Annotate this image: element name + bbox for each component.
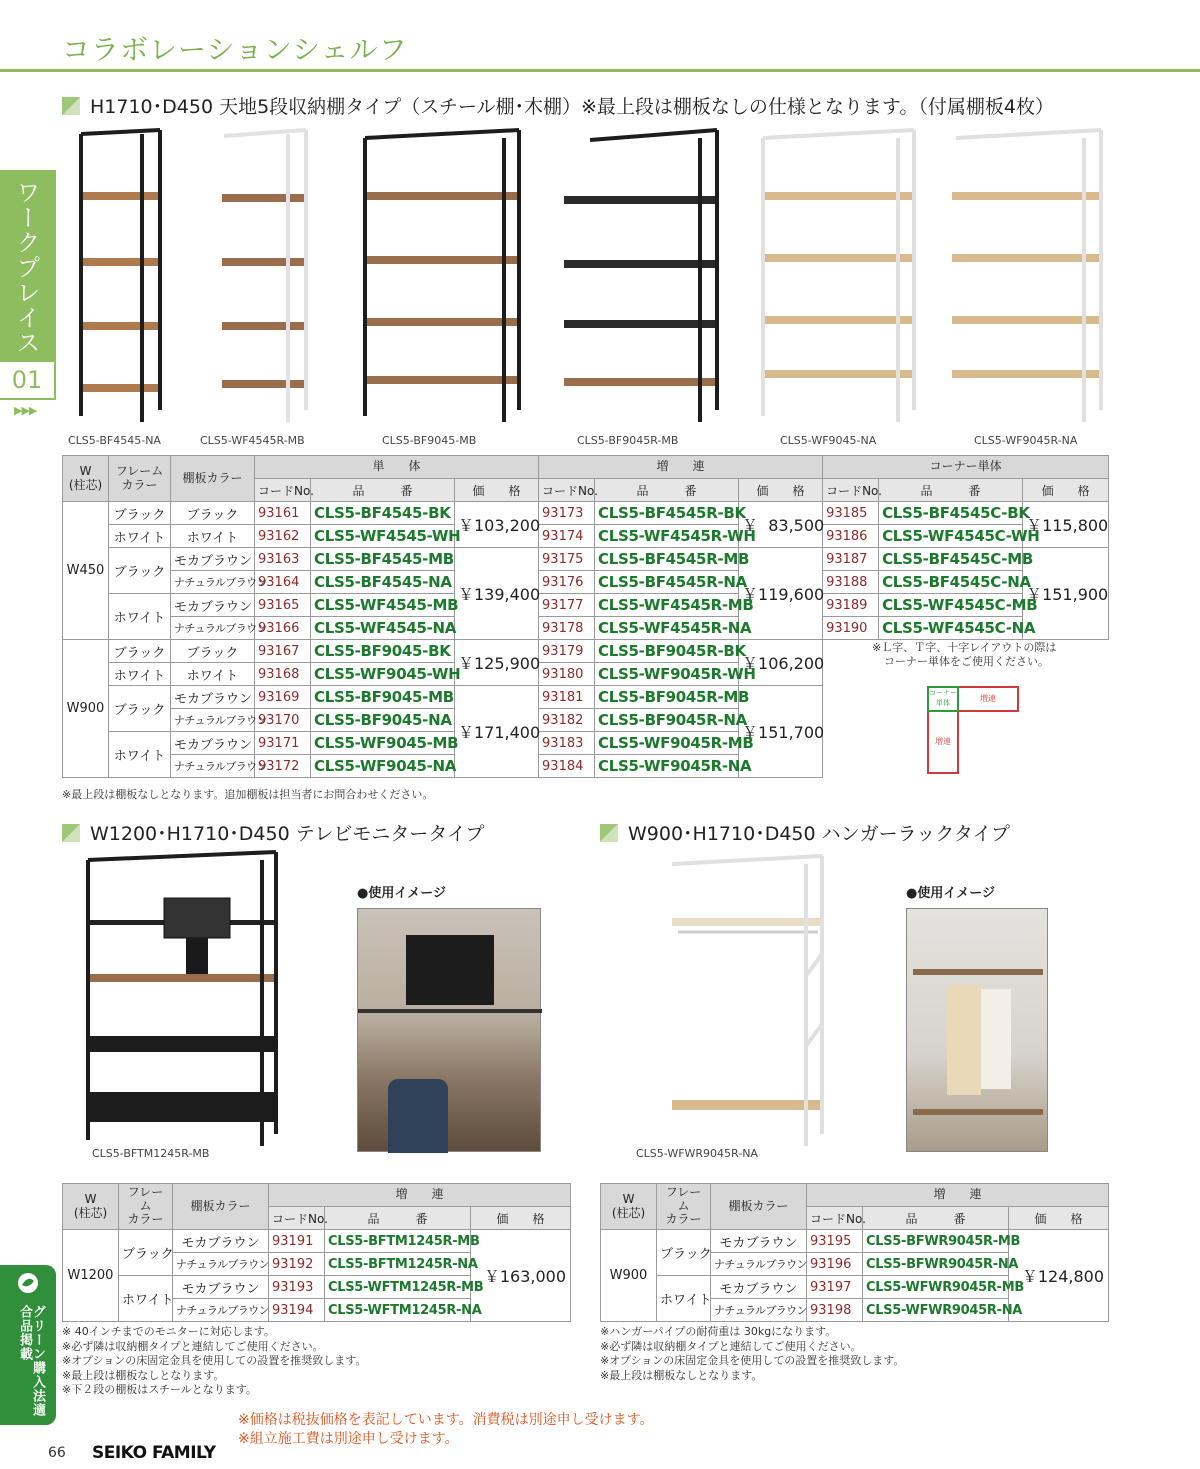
code-cell: 93164	[255, 571, 311, 594]
code-cell: 93165	[255, 594, 311, 617]
item-cell: CLS5-WF4545-MB	[311, 594, 455, 617]
frame-cell: ホワイト	[657, 1276, 711, 1322]
corner-diagram-corner: コーナー 単体	[927, 686, 959, 712]
frame-cell: ホワイト	[109, 663, 171, 686]
frame-cell: ホワイト	[119, 1276, 173, 1322]
side-tab-label: ワークプレイス	[12, 180, 40, 355]
item-cell: CLS5-WF4545-NA	[311, 617, 455, 640]
item-cell: CLS5-WF9045-MB	[311, 732, 455, 755]
shelf-line	[913, 969, 1043, 975]
section3-heading	[600, 819, 1010, 846]
item-cell: CLS5-BF4545-BK	[311, 502, 455, 525]
header-addon: 増 連	[539, 456, 823, 479]
section3-note: ※ハンガーパイプの耐荷重は 30kgになります。	[600, 1325, 837, 1338]
shelf-image-wfwr9045r-na	[668, 856, 826, 1146]
shelf-image-bf9045r-mb	[560, 130, 720, 422]
code-cell: 93190	[823, 617, 879, 640]
section3-caption: CLS5-WFWR9045R-NA	[636, 1147, 758, 1160]
frame-cell: ブラック	[119, 1230, 173, 1276]
table-row	[63, 617, 1109, 640]
item-cell: CLS5-WFTM1245R-MB	[325, 1276, 471, 1299]
code-cell: 93197	[807, 1276, 863, 1299]
item-cell: CLS5-BFTM1245R-MB	[325, 1230, 471, 1253]
caption-6: CLS5-WF9045R-NA	[974, 434, 1078, 447]
brand-logo: SEIKO FAMILY	[92, 1443, 216, 1463]
header-item: 品 番	[595, 479, 739, 502]
item-cell: CLS5-BF4545C-NA	[879, 571, 1023, 594]
shelf-cell: モカブラウン	[173, 1276, 269, 1299]
chair-shape	[388, 1079, 448, 1153]
footer-note: ※価格は税抜価格を表記しています。消費税は別途申し受けます。	[238, 1412, 654, 1428]
price-cell: ￥106,200	[739, 640, 823, 686]
shelf-cell: ナチュラルブラウン	[711, 1299, 807, 1322]
section2-caption: CLS5-BFTM1245R-MB	[92, 1147, 210, 1160]
spec-table-tv	[62, 1183, 571, 1322]
corner-note-2: コーナー単体をご使用ください。	[884, 655, 1049, 668]
frame-cell: ブラック	[109, 548, 171, 594]
shelf-cell: ナチュラルブラウン	[711, 1253, 807, 1276]
table-row	[63, 502, 1109, 525]
header-price: 価 格	[455, 479, 539, 502]
spec-table-hanger	[600, 1183, 1109, 1322]
table-row	[63, 525, 1109, 548]
header-w: W (柱芯)	[63, 1184, 119, 1230]
code-cell: 93186	[823, 525, 879, 548]
section3-heading-text: W900･H1710･D450 ハンガーラックタイプ	[628, 823, 1010, 845]
price-cell: ￥151,700	[739, 686, 823, 778]
frame-cell: ブラック	[109, 686, 171, 732]
header-frame: フレーム カラー	[119, 1184, 173, 1230]
code-cell: 93168	[255, 663, 311, 686]
code-cell: 93166	[255, 617, 311, 640]
table-row	[63, 571, 1109, 594]
corner-diagram-addon-right: 増連	[959, 686, 1019, 712]
header-addon: 増 連	[807, 1184, 1109, 1207]
header-frame: フレーム カラー	[109, 456, 171, 502]
section-mark-icon	[62, 97, 80, 115]
section3-note: ※オプションの床固定金具を使用しての設置を推奨致します。	[600, 1354, 905, 1367]
header-shelf: 棚板カラー	[173, 1184, 269, 1230]
title-rule	[0, 69, 1200, 72]
item-cell: CLS5-BF4545R-BK	[595, 502, 739, 525]
item-cell: CLS5-WFTM1245R-NA	[325, 1299, 471, 1322]
price-cell: ￥151,900	[1023, 548, 1109, 640]
section2-heading-text: W1200･H1710･D450 テレビモニタータイプ	[90, 823, 485, 845]
header-item: 品 番	[311, 479, 455, 502]
green-purchase-badge	[0, 1265, 56, 1425]
code-cell: 93181	[539, 686, 595, 709]
item-cell: CLS5-BF9045-BK	[311, 640, 455, 663]
code-cell: 93180	[539, 663, 595, 686]
header-code: コードNo.	[807, 1207, 863, 1230]
shelf-line	[358, 1009, 542, 1013]
shelf-cell: モカブラウン	[171, 548, 255, 571]
header-code: コードNo.	[269, 1207, 325, 1230]
item-cell: CLS5-BFWR9045R-NA	[863, 1253, 1009, 1276]
header-w: W (柱芯)	[601, 1184, 657, 1230]
item-cell: CLS5-BF4545C-MB	[879, 548, 1023, 571]
header-price: 価 格	[471, 1207, 571, 1230]
side-arrows-icon: ▶▶▶	[14, 404, 37, 417]
code-cell: 93196	[807, 1253, 863, 1276]
code-cell: 93173	[539, 502, 595, 525]
shelf-cell: ブラック	[171, 502, 255, 525]
garment-shape	[947, 985, 981, 1095]
code-cell: 93189	[823, 594, 879, 617]
table-row	[601, 1230, 1109, 1253]
header-item: 品 番	[325, 1207, 471, 1230]
shelf-cell: ナチュラルブラウン	[171, 709, 255, 732]
header-shelf: 棚板カラー	[171, 456, 255, 502]
garment-shape	[981, 989, 1011, 1089]
item-cell: CLS5-WF4545R-MB	[595, 594, 739, 617]
header-addon: 増 連	[269, 1184, 571, 1207]
frame-cell: ホワイト	[109, 594, 171, 640]
price-cell: ￥139,400	[455, 548, 539, 640]
item-cell: CLS5-BF4545-NA	[311, 571, 455, 594]
price-cell: ￥171,400	[455, 686, 539, 778]
header-item: 品 番	[863, 1207, 1009, 1230]
item-cell: CLS5-BF4545-MB	[311, 548, 455, 571]
green-leaf-icon	[16, 1271, 40, 1295]
code-cell: 93176	[539, 571, 595, 594]
code-cell: 93170	[255, 709, 311, 732]
section2-note: ※最上段は棚板なしとなります。	[62, 1368, 225, 1382]
item-cell: CLS5-WFWR9045R-NA	[863, 1299, 1009, 1322]
price-cell: ￥ 83,500	[739, 502, 823, 548]
frame-cell: ブラック	[109, 502, 171, 525]
code-cell: 93171	[255, 732, 311, 755]
item-cell: CLS5-BF4545R-NA	[595, 571, 739, 594]
item-cell: CLS5-BF4545R-MB	[595, 548, 739, 571]
code-cell: 93177	[539, 594, 595, 617]
shelf-cell: ナチュラルブラウン	[173, 1253, 269, 1276]
code-cell: 93183	[539, 732, 595, 755]
code-cell: 93182	[539, 709, 595, 732]
code-cell: 93187	[823, 548, 879, 571]
header-code: コードNo.	[539, 479, 595, 502]
code-cell: 93188	[823, 571, 879, 594]
shelf-cell: モカブラウン	[171, 594, 255, 617]
shelf-image-wf9045r-na	[948, 130, 1106, 422]
caption-5: CLS5-WF9045-NA	[780, 434, 877, 447]
code-cell: 93184	[539, 755, 595, 778]
item-cell: CLS5-WF9045R-MB	[595, 732, 739, 755]
code-cell: 93179	[539, 640, 595, 663]
item-cell: CLS5-WF4545-WH	[311, 525, 455, 548]
shelf-cell: ナチュラルブラウン	[171, 571, 255, 594]
shelf-cell: ナチュラルブラウン	[171, 755, 255, 778]
code-cell: 93162	[255, 525, 311, 548]
code-cell: 93167	[255, 640, 311, 663]
item-cell: CLS5-WF9045-NA	[311, 755, 455, 778]
caption-1: CLS5-BF4545-NA	[68, 434, 161, 447]
code-cell: 93178	[539, 617, 595, 640]
frame-cell: ホワイト	[109, 525, 171, 548]
code-cell: 93195	[807, 1230, 863, 1253]
section3-usage-photo	[906, 908, 1048, 1152]
shelf-cell: ホワイト	[171, 525, 255, 548]
caption-2: CLS5-WF4545R-MB	[200, 434, 305, 447]
table-row	[63, 548, 1109, 571]
item-cell: CLS5-BF9045-MB	[311, 686, 455, 709]
w-cell: W900	[63, 640, 109, 778]
item-cell: CLS5-BF9045R-MB	[595, 686, 739, 709]
w-cell: W450	[63, 502, 109, 640]
header-w: W (柱芯)	[63, 456, 109, 502]
section1-footnote: ※最上段は棚板なしとなります。追加棚板は担当者にお問合わせください。	[62, 788, 434, 801]
header-price: 価 格	[1023, 479, 1109, 502]
shelf-image-bftm1245r-mb	[84, 852, 280, 1146]
shelf-cell: ホワイト	[171, 663, 255, 686]
shelf-image-bf4545-na	[78, 130, 164, 422]
shelf-image-bf9045-mb	[362, 130, 522, 422]
item-cell: CLS5-WF4545R-WH	[595, 525, 739, 548]
caption-4: CLS5-BF9045R-MB	[577, 434, 679, 447]
shelf-image-wf4545r-mb	[218, 130, 310, 422]
side-tab	[0, 170, 56, 400]
header-item: 品 番	[879, 479, 1023, 502]
header-frame: フレーム カラー	[657, 1184, 711, 1230]
header-corner: コーナー単体	[823, 456, 1109, 479]
code-cell: 93161	[255, 502, 311, 525]
section3-notes	[600, 1325, 904, 1383]
page-number: 66	[48, 1445, 66, 1461]
shelf-cell: モカブラウン	[171, 732, 255, 755]
page-title: コラボレーションシェルフ	[62, 33, 408, 66]
frame-cell: ホワイト	[109, 732, 171, 778]
section2-note: ※ 40インチまでのモニターに対応します。	[62, 1325, 275, 1338]
code-cell: 93172	[255, 755, 311, 778]
header-code: コードNo.	[823, 479, 879, 502]
section2-note: ※必ず隣は収納棚タイプと連結してご使用ください。	[62, 1339, 324, 1353]
caption-3: CLS5-BF9045-MB	[382, 434, 477, 447]
code-cell: 93194	[269, 1299, 325, 1322]
shelf-line	[913, 1109, 1043, 1115]
code-cell: 93193	[269, 1276, 325, 1299]
item-cell: CLS5-WF4545C-WH	[879, 525, 1023, 548]
footer-note: ※組立施工費は別途申し受けます。	[238, 1431, 459, 1447]
corner-note-1: ※Ｌ字、Ｔ字、十字レイアウトの際は	[872, 641, 1057, 654]
item-cell: CLS5-WF4545R-NA	[595, 617, 739, 640]
shelf-cell: ブラック	[171, 640, 255, 663]
code-cell: 93174	[539, 525, 595, 548]
header-single: 単 体	[255, 456, 539, 479]
shelf-image-wf9045-na	[760, 130, 918, 422]
w-cell: W1200	[63, 1230, 119, 1322]
code-cell: 93191	[269, 1230, 325, 1253]
table-row	[63, 1230, 571, 1253]
item-cell: CLS5-WFWR9045R-MB	[863, 1276, 1009, 1299]
header-shelf: 棚板カラー	[711, 1184, 807, 1230]
shelf-cell: モカブラウン	[711, 1230, 807, 1253]
item-cell: CLS5-WF4545C-MB	[879, 594, 1023, 617]
section2-heading	[62, 819, 484, 846]
shelf-cell: ナチュラルブラウン	[173, 1299, 269, 1322]
section-mark-icon	[600, 824, 618, 842]
header-price: 価 格	[1009, 1207, 1109, 1230]
item-cell: CLS5-BF9045R-BK	[595, 640, 739, 663]
green-badge-text: グリーン購入法適合品掲載	[17, 1305, 45, 1417]
price-cell: ￥119,600	[739, 548, 823, 640]
section1-heading	[62, 92, 1054, 119]
section3-note: ※最上段は棚板なしとなります。	[600, 1368, 763, 1382]
code-cell: 93185	[823, 502, 879, 525]
code-cell: 93169	[255, 686, 311, 709]
section1-heading-text: H1710･D450 天地5段収納棚タイプ（スチール棚･木棚）※最上段は棚板なしの仕様となります。（付属棚板4枚）	[90, 96, 1054, 118]
item-cell: CLS5-BFTM1245R-NA	[325, 1253, 471, 1276]
section3-usage-label: ●使用イメージ	[906, 886, 995, 901]
item-cell: CLS5-BF9045-NA	[311, 709, 455, 732]
corner-diagram-addon-bottom: 増連	[927, 712, 959, 774]
table-row	[63, 594, 1109, 617]
price-cell: ￥124,800	[1009, 1230, 1109, 1322]
section2-usage-photo	[357, 908, 541, 1152]
shelf-cell: ナチュラルブラウン	[171, 617, 255, 640]
item-cell: CLS5-WF9045R-NA	[595, 755, 739, 778]
price-cell: ￥125,900	[455, 640, 539, 686]
w-cell: W900	[601, 1230, 657, 1322]
item-cell: CLS5-BF4545C-BK	[879, 502, 1023, 525]
item-cell: CLS5-WF9045-WH	[311, 663, 455, 686]
price-cell: ￥163,000	[471, 1230, 571, 1322]
section3-note: ※必ず隣は収納棚タイプと連結してご使用ください。	[600, 1339, 862, 1353]
code-cell: 93163	[255, 548, 311, 571]
header-code: コードNo.	[255, 479, 311, 502]
item-cell: CLS5-WF9045R-WH	[595, 663, 739, 686]
shelf-cell: モカブラウン	[173, 1230, 269, 1253]
code-cell: 93192	[269, 1253, 325, 1276]
code-cell: 93175	[539, 548, 595, 571]
section2-note: ※オプションの床固定金具を使用しての設置を推奨致します。	[62, 1354, 367, 1367]
item-cell: CLS5-BF9045R-NA	[595, 709, 739, 732]
shelf-cell: モカブラウン	[171, 686, 255, 709]
section-mark-icon	[62, 824, 80, 842]
item-cell: CLS5-WF4545C-NA	[879, 617, 1023, 640]
item-cell: CLS5-BFWR9045R-MB	[863, 1230, 1009, 1253]
section2-note: ※下２段の棚板はスチールとなります。	[62, 1383, 257, 1396]
code-cell: 93198	[807, 1299, 863, 1322]
shelf-cell: モカブラウン	[711, 1276, 807, 1299]
price-cell: ￥115,800	[1023, 502, 1109, 548]
frame-cell: ブラック	[109, 640, 171, 663]
section2-notes	[62, 1325, 366, 1398]
side-tab-number: 01	[0, 360, 56, 400]
frame-cell: ブラック	[657, 1230, 711, 1276]
price-cell: ￥103,200	[455, 502, 539, 548]
monitor-shape	[406, 935, 494, 1005]
footer-notes	[238, 1411, 654, 1449]
header-price: 価 格	[739, 479, 823, 502]
section2-usage-label: ●使用イメージ	[357, 886, 446, 901]
